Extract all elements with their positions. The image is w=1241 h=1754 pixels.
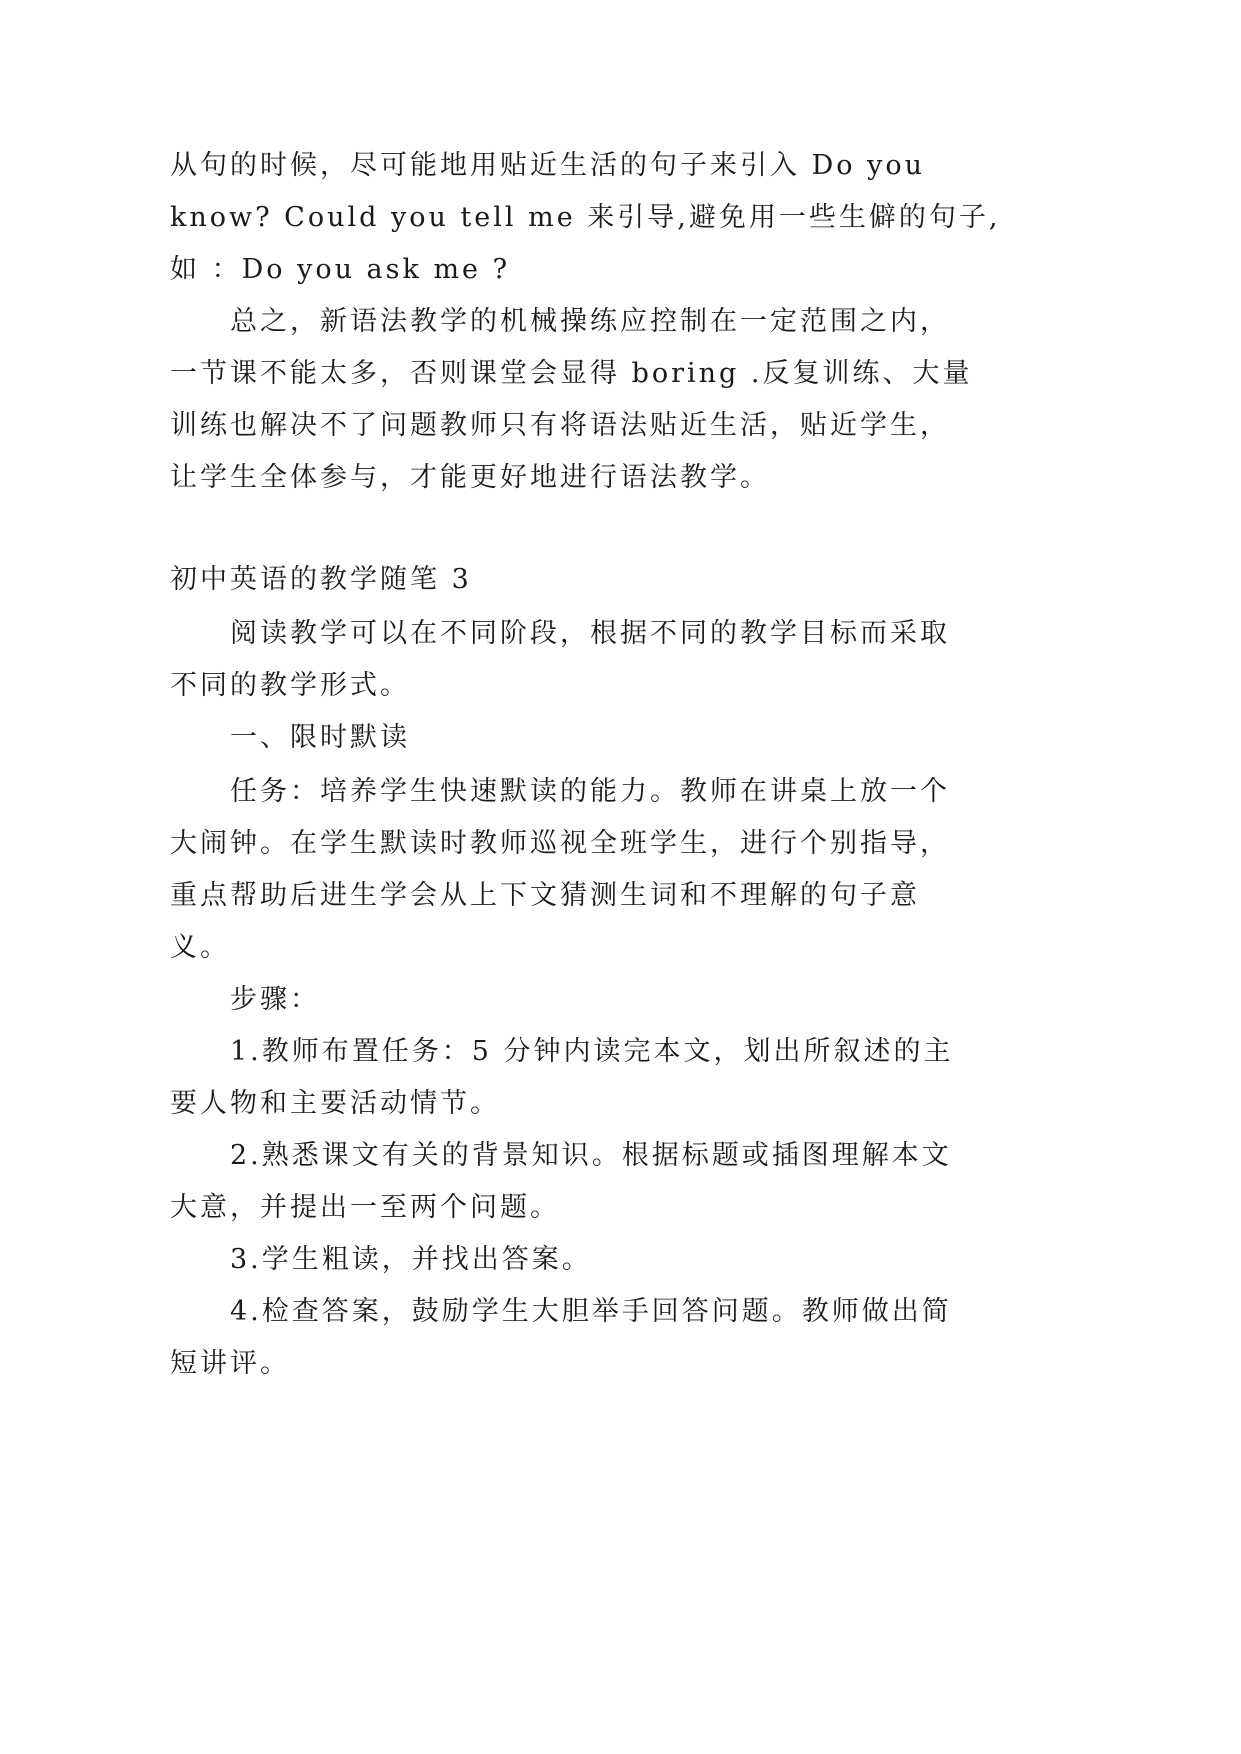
steps-label-text: 步骤： — [230, 984, 320, 1015]
text-line: know? Could you tell me 来引导,避免用一些生僻的句子, — [170, 202, 1001, 233]
text-line: 训练也解决不了问题教师只有将语法贴近生活，贴近学生， — [170, 410, 950, 441]
text-line: 从句的时候，尽可能地用贴近生活的句子来引入 Do you — [170, 150, 925, 181]
text-line: 大闹钟。在学生默读时教师巡视全班学生，进行个别指导， — [170, 828, 950, 859]
paragraph-intro — [170, 608, 960, 712]
text-line: 1.教师布置任务：5 分钟内读完本文，划出所叙述的主 — [230, 1036, 954, 1067]
text-line: 阅读教学可以在不同阶段，根据不同的教学目标而采取 — [230, 618, 950, 649]
section-title — [170, 554, 960, 606]
step-4 — [170, 1286, 960, 1390]
text-line: 短讲评。 — [170, 1348, 290, 1379]
step-2 — [170, 1130, 960, 1234]
text-line: 2.熟悉课文有关的背景知识。根据标题或插图理解本文 — [230, 1140, 952, 1171]
subheading — [170, 712, 960, 764]
text-line: 重点帮助后进生学会从上下文猜测生词和不理解的句子意 — [170, 880, 920, 911]
text-line: 要人物和主要活动情节。 — [170, 1088, 500, 1119]
text-line: 4.检查答案，鼓励学生大胆举手回答问题。教师做出简 — [230, 1296, 952, 1327]
text-line: 让学生全体参与，才能更好地进行语法教学。 — [170, 462, 770, 493]
text-line: 不同的教学形式。 — [170, 670, 410, 701]
paragraph-summary — [170, 296, 973, 504]
text-line: 总之，新语法教学的机械操练应控制在一定范围之内， — [230, 306, 950, 337]
steps-label — [170, 974, 960, 1026]
subheading-text: 一、限时默读 — [230, 722, 410, 753]
text-line: 一节课不能太多，否则课堂会显得 boring .反复训练、大量 — [170, 358, 973, 389]
step-3 — [170, 1234, 960, 1286]
text-line: 义。 — [170, 932, 230, 963]
paragraph-continuation — [170, 140, 1001, 296]
paragraph-task — [170, 766, 960, 974]
section-title-text: 初中英语的教学随笔 3 — [170, 564, 472, 595]
step-1 — [170, 1026, 960, 1130]
text-line: 任务：培养学生快速默读的能力。教师在讲桌上放一个 — [230, 776, 950, 807]
text-line: 3.学生粗读，并找出答案。 — [230, 1244, 592, 1275]
text-line: 如 ：Do you ask me ? — [170, 254, 511, 285]
text-line: 大意，并提出一至两个问题。 — [170, 1192, 560, 1223]
